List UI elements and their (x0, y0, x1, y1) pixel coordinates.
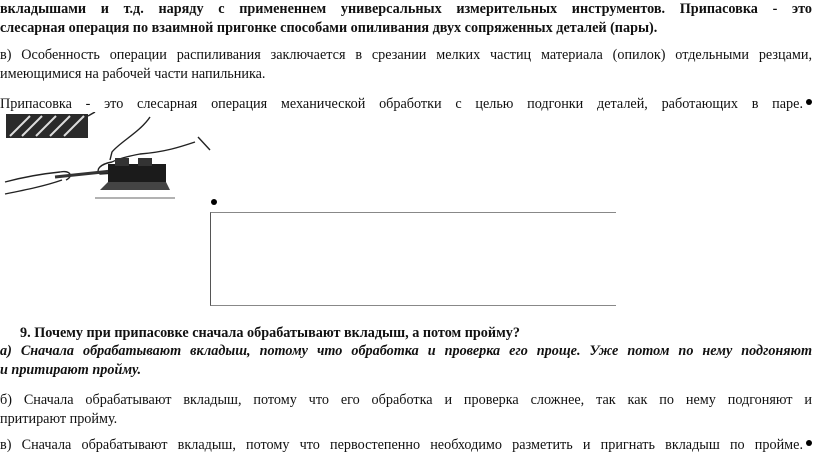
answer-a-line-1: а) Сначала обрабатывают вкладыш, потому что обработка и проверка его проще. Уже потом по нему подгоняют (0, 343, 812, 359)
answer-b-line-1: б) Сначала обрабатывают вкладыш, потому что его обработка и проверка сложнее, так как по нему подгоняют и (0, 392, 812, 408)
paragraph-1-line-1: вкладышами и т.д. наряду с примененнем универсальных измерительных инструментов. Припасовка - это (0, 1, 812, 17)
paragraph-2-line-1: в) Особенность операции распиливания заключается в срезании мелких частиц материала (опилок) отдельными резцами, (0, 47, 812, 63)
bullet-dot-icon (806, 440, 812, 446)
paragraph-3-line-1: Припасовка - это слесарная операция механической обработки с целью подгонки деталей, работающих в паре. (0, 95, 812, 114)
bullet-dot-icon (806, 99, 812, 105)
paragraph-2-line-2: имеющимися на рабочей части напильника. (0, 66, 266, 82)
paragraph-1 (0, 0, 812, 38)
answer-b-line-2: притирают пройму. (0, 411, 118, 427)
answer-c (0, 436, 812, 455)
filing-illustration (0, 112, 215, 207)
paragraph-2 (0, 46, 812, 84)
answer-c-line-1: в) Сначала обрабатывают вкладыш, потому что первостепенно необходимо разметить и пригнать вкладыш по пройме. (0, 436, 812, 455)
answer-a (0, 342, 812, 380)
question-title: 9. Почему при припасовке сначала обрабатывают вкладыш, а потом пройму? (20, 325, 520, 341)
vise-icon (95, 158, 175, 198)
empty-image-frame (210, 212, 616, 306)
answer-a-line-2: и притирают пройму. (0, 362, 142, 378)
paragraph-1-line-2: слесарная операция по взаимной пригонке способами опиливания двух сопряженных деталей (пары). (0, 20, 658, 36)
answer-b (0, 391, 812, 429)
striped-plate-icon (6, 112, 95, 138)
bullet-dot-icon (211, 199, 217, 205)
